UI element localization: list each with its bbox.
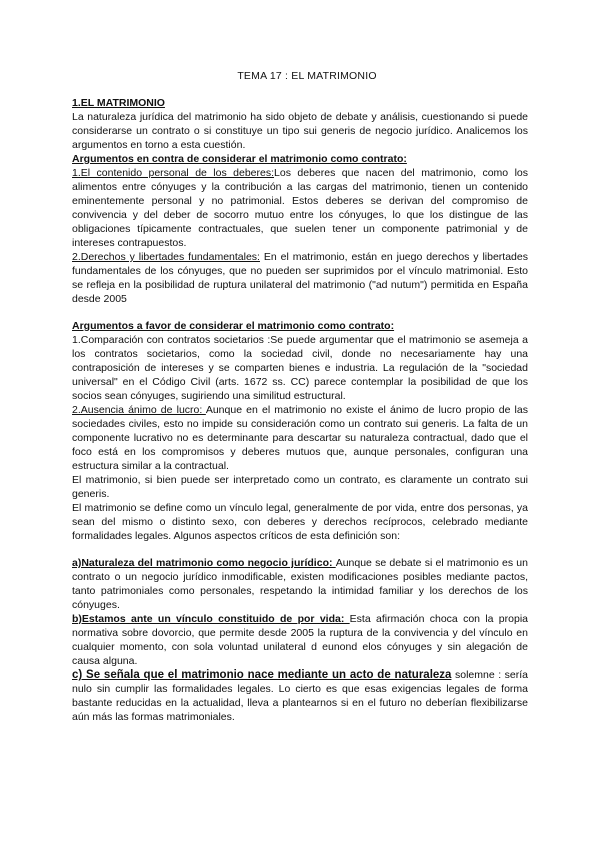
label-aspect-c: c) Se señala que el matrimonio nace mediante un acto de naturaleza [72, 669, 452, 681]
heading-arguments-for: Argumentos a favor de considerar el matrimonio como contrato: [72, 320, 395, 332]
aspect-b [72, 612, 528, 668]
aspect-a [72, 556, 528, 612]
paragraph-against-2 [72, 250, 528, 306]
paragraph-for-3: El matrimonio, si bien puede ser interpretado como un contrato, es claramente un contrato sui generis. [72, 474, 528, 500]
text-aspect-b: Esta afirmación choca con la propia normativa sobre dovorcio, que permite desde 2005 la ruptura de la convivencia y del vínculo en cualquier momento, con sola voluntad unilateral d eunond elos cónyuges y sin alegación de causa alguna. [72, 613, 528, 667]
label-no-profit: 2.Ausencia ánimo de lucro: [72, 404, 206, 416]
label-personal-duties: 1.El contenido personal de los deberes: [72, 167, 275, 179]
section-heading-matrimonio: 1.EL MATRIMONIO [72, 97, 165, 109]
label-fundamental-rights: 2.Derechos y libertades fundamentales: [72, 251, 260, 263]
label-aspect-b: b)Estamos ante un vínculo constituido de por vida: [72, 613, 350, 625]
paragraph-against-1 [72, 166, 528, 250]
paragraph-for-4: El matrimonio se define como un vínculo legal, generalmente de por vida, entre dos personas, ya sean del mismo o distinto sexo, con deberes y derechos recíprocos, celebrado mediante formalidades legales. Algunos aspectos críticos de esta definición son: [72, 502, 528, 542]
text-aspect-a: Aunque se debate si el matrimonio es un contrato o un negocio jurídico inmodificable, existen modificaciones posibles mediante pactos, tanto patrimoniales como personales, respetando la intimidad familiar y los derechos de los cónyuges. [72, 557, 528, 611]
paragraph-for-2 [72, 403, 528, 473]
intro-paragraph: La naturaleza jurídica del matrimonio ha sido objeto de debate y análisis, cuestionando si puede considerarse un contrato o si constituye un tipo sui generis de negocio jurídico. Analicemos los argumentos en torno a esta cuestión. [72, 111, 528, 151]
paragraph-for-1: 1.Comparación con contratos societarios :Se puede argumentar que el matrimonio se asemeja a los contratos societarios, como la sociedad civil, donde no necesariamente hay una contraposición de intereses y se comparten bienes e industria. La regulación de la "sociedad universal" en el Código Civil (arts. 1672 ss. CC) parece contemplar la posibilidad de que los socios sean cónyuges, sugiriendo una similitud estructural. [72, 334, 528, 402]
text-fundamental-rights: En el matrimonio, están en juego derechos y libertades fundamentales de los cónyuges, que no pueden ser suprimidos por el vínculo matrimonial. Esto se refleja en la posibilidad de ruptura unilateral del matrimonio ("ad nutum") permitida en España desde 2005 [72, 251, 528, 305]
document-page [72, 70, 528, 724]
text-personal-duties: Los deberes que nacen del matrimonio, como los alimentos entre cónyuges y la contribución a las cargas del matrimonio, tienen un contenido eminentemente personal y no patrimonial. Estos deberes se derivan del compromiso de convivencia y del deber de socorro mutuo entre los cónyuges, lo que los distingue de las obligaciones típicamente contractuales, que suelen tener un componente patrimonial y de intereses contrapuestos. [72, 167, 528, 249]
text-aspect-c: solemne : sería nulo sin cumplir las formalidades legales. Lo cierto es que esas exigencias legales de forma bastante reducidas en la actualidad, lleva a plantearnos si en el futuro no deberían flexibilizarse aún más las formas matrimoniales. [72, 669, 529, 723]
label-aspect-a: a)Naturaleza del matrimonio como negocio jurídico: [72, 557, 336, 569]
heading-arguments-against: Argumentos en contra de considerar el matrimonio como contrato: [72, 153, 407, 165]
document-title: TEMA 17 : EL MATRIMONIO [237, 70, 377, 82]
text-no-profit: Aunque en el matrimonio no existe el ánimo de lucro propio de las sociedades civiles, esto no impide su consideración como un contrato sui generis. La falta de un componente lucrativo no es determinante para descartar su naturaleza contractual, dado que el foco está en los compromisos y deberes mutuos que, aunque personales, configuran una estructura similar a la contractual. [72, 404, 528, 472]
aspect-c [72, 668, 528, 724]
